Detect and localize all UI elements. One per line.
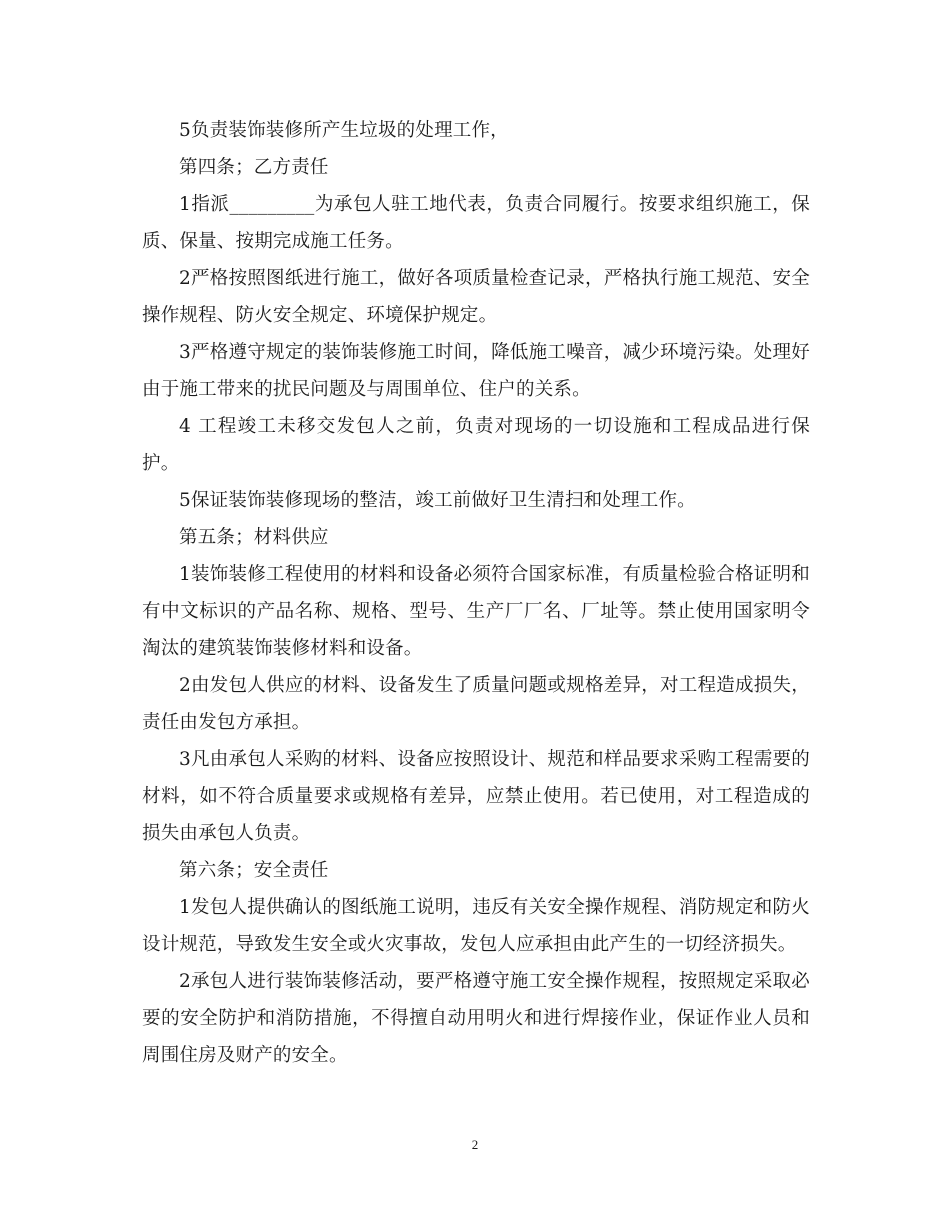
- page-number: 2: [471, 1137, 479, 1152]
- clause-item: 1发包人提供确认的图纸施工说明，违反有关安全操作规程、消防规定和防火设计规范，导致发生安全或火灾事故，发包人应承担由此产生的一切经济损失。: [142, 897, 810, 955]
- clause-item: 1装饰装修工程使用的材料和设备必须符合国家标准，有质量检验合格证明和有中文标识的产品名称、规格、型号、生产厂厂名、厂址等。禁止使用国家明令淘汰的建筑装饰装修材料和设备。: [142, 564, 810, 659]
- clause-item: 5保证装饰装修现场的整洁，竣工前做好卫生清扫和处理工作。: [179, 490, 696, 511]
- clause-item: 2严格按照图纸进行施工，做好各项质量检查记录，严格执行施工规范、安全操作规程、防火安全规定、环境保护规定。: [142, 268, 810, 326]
- clause-item: 1指派_________为承包人驻工地代表，负责合同履行。按要求组织施工，保质、保量、按期完成施工任务。: [142, 194, 810, 252]
- clause-item: 2由发包人供应的材料、设备发生了质量问题或规格差异，对工程造成损失，责任由发包方承担。: [142, 675, 810, 733]
- section-heading: 第六条；安全责任: [179, 860, 329, 881]
- section-heading: 第四条；乙方责任: [179, 157, 329, 178]
- clause-item: 3严格遵守规定的装饰装修施工时间，降低施工噪音，减少环境污染。处理好由于施工带来的扰民问题及与周围单位、住户的关系。: [142, 342, 810, 400]
- clause-item: 3凡由承包人采购的材料、设备应按照设计、规范和样品要求采购工程需要的材料，如不符合质量要求或规格有差异，应禁止使用。若已使用，对工程造成的损失由承包人负责。: [142, 749, 810, 844]
- clause-item: 2承包人进行装饰装修活动，要严格遵守施工安全操作规程，按照规定采取必要的安全防护和消防措施，不得擅自动用明火和进行焊接作业，保证作业人员和周围住房及财产的安全。: [142, 971, 810, 1066]
- document-body: [142, 112, 810, 1074]
- clause-item: 5负责装饰装修所产生垃圾的处理工作，: [179, 120, 509, 141]
- section-heading: 第五条；材料供应: [179, 527, 329, 548]
- clause-item: 4 工程竣工未移交发包人之前，负责对现场的一切设施和工程成品进行保护。: [142, 416, 810, 474]
